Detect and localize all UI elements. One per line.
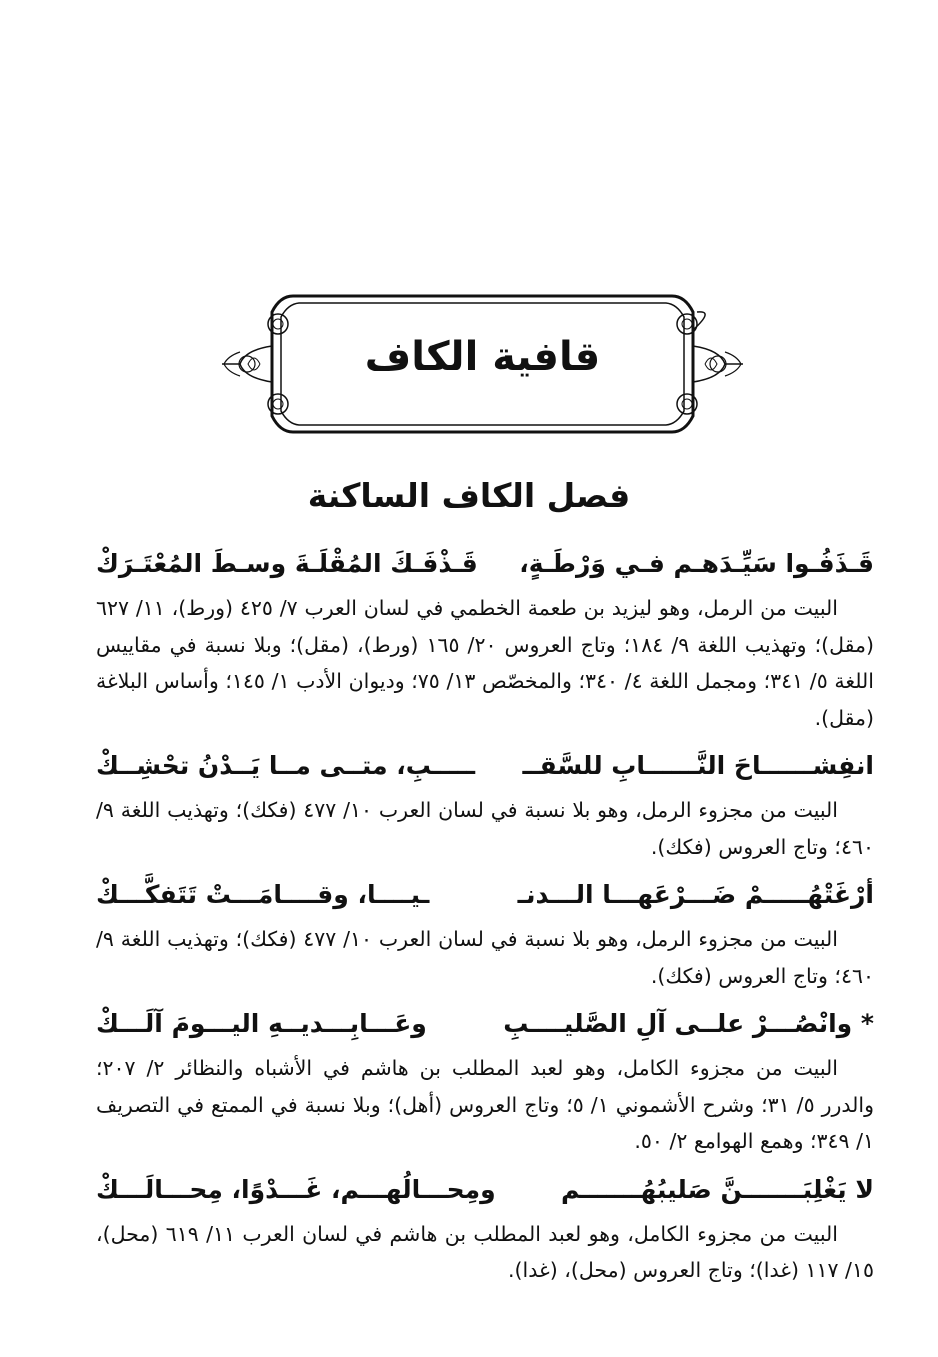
chapter-title: قافية الكاف (364, 334, 601, 380)
ornamental-title-frame (215, 290, 750, 438)
poetry-entry (96, 540, 874, 736)
section-title: فصل الكاف الساكنة (307, 476, 631, 515)
verse-second-hemistich: ـــــبِ، متــى مــا يَــدْنُ تحْشِــكْ (96, 751, 475, 780)
verse-first-hemistich: لا يَغْلِبَـــــــنَّ صَليبُهُـــــــم (561, 1174, 874, 1204)
verse-line (96, 1000, 874, 1048)
verse-first-hemistich: أرْغَتْهُـــــمْ ضَـــرْعَهـــا الـــدنـ (517, 880, 874, 909)
poetry-entry (96, 871, 874, 994)
entries-list (96, 540, 874, 1295)
verse-first-hemistich: قَـذَفُـوا سَيِّـدَهـم فـي وَرْطَـةٍ، (519, 549, 874, 578)
verse-first-hemistich: انفِشــــــاحَ النَّــــــابِ للسَّقــ (522, 751, 874, 780)
poetry-entry (96, 742, 874, 865)
verse-first-hemistich: * وانْصُـــرْ علــى آلِ الصَّليــــبِ (503, 1009, 874, 1038)
verse-footnote: البيت من الرمل، وهو ليزيد بن طعمة الخطمي في لسان العرب ٧/ ٤٢٥ (ورط)، ١١/ ٦٢٧ (مقل)؛ وتهذيب اللغة ٩/ ١٨٤؛ وتاج العروس ٢٠/ ١٦٥ (ورط)، (مقل)؛ وبلا نسبة في مقاييس اللغة ٥/ ٣٤١؛ ومجمل اللغة ٤/ ٣٤٠؛ والمخصّص ١٣/ ٧٥؛ وديوان الأدب ١/ ١٤٥؛ وأساس البلاغة (مقل). (96, 596, 874, 730)
verse-line (96, 540, 874, 588)
verse-second-hemistich: ومِحـــالُهـــم، غَـــدْوًا، مِحـــالَـــكْ (96, 1174, 496, 1204)
verse-footnote: البيت من مجزوء الرمل، وهو بلا نسبة في لسان العرب ١٠/ ٤٧٧ (فكك)؛ وتهذيب اللغة ٩/ ٤٦٠؛ وتاج العروس (فكك). (96, 798, 874, 859)
verse-second-hemistich: قَـذْفَـكَ المُقْلَـةَ وسـطَ المُعْتَـرَكْ (96, 549, 478, 578)
verse-line (96, 1166, 874, 1214)
verse-footnote: البيت من مجزوء الكامل، وهو لعبد المطلب بن هاشم في الأشباه والنظائر ٢/ ٢٠٧؛ والدرر ٥/ ٣١؛ وشرح الأشموني ١/ ٥؛ وتاج العروس (أهل)؛ وبلا نسبة في الممتع في التصريف ١/ ٣٤٩؛ وهمع الهوامع ٢/ ٥٠. (96, 1056, 874, 1153)
verse-footnote: البيت من مجزوء الكامل، وهو لعبد المطلب بن هاشم في لسان العرب ١١/ ٦١٩ (محل)، ١٥/ ١١٧ (غدا)؛ وتاج العروس (محل)، (غدا). (96, 1221, 874, 1282)
verse-line (96, 742, 874, 790)
poetry-entry (96, 1166, 874, 1289)
verse-line (96, 871, 874, 919)
verse-footnote: البيت من مجزوء الرمل، وهو بلا نسبة في لسان العرب ١٠/ ٤٧٧ (فكك)؛ وتهذيب اللغة ٩/ ٤٦٠؛ وتاج العروس (فكك). (96, 927, 874, 988)
verse-second-hemistich: ـيــــا، وقــــامَـــتْ تَتَفكَّـــكْ (96, 880, 430, 909)
poetry-entry (96, 1000, 874, 1160)
verse-second-hemistich: وعَـــابِـــديــهِ اليـــومَ آلَـــكْ (96, 1009, 427, 1038)
